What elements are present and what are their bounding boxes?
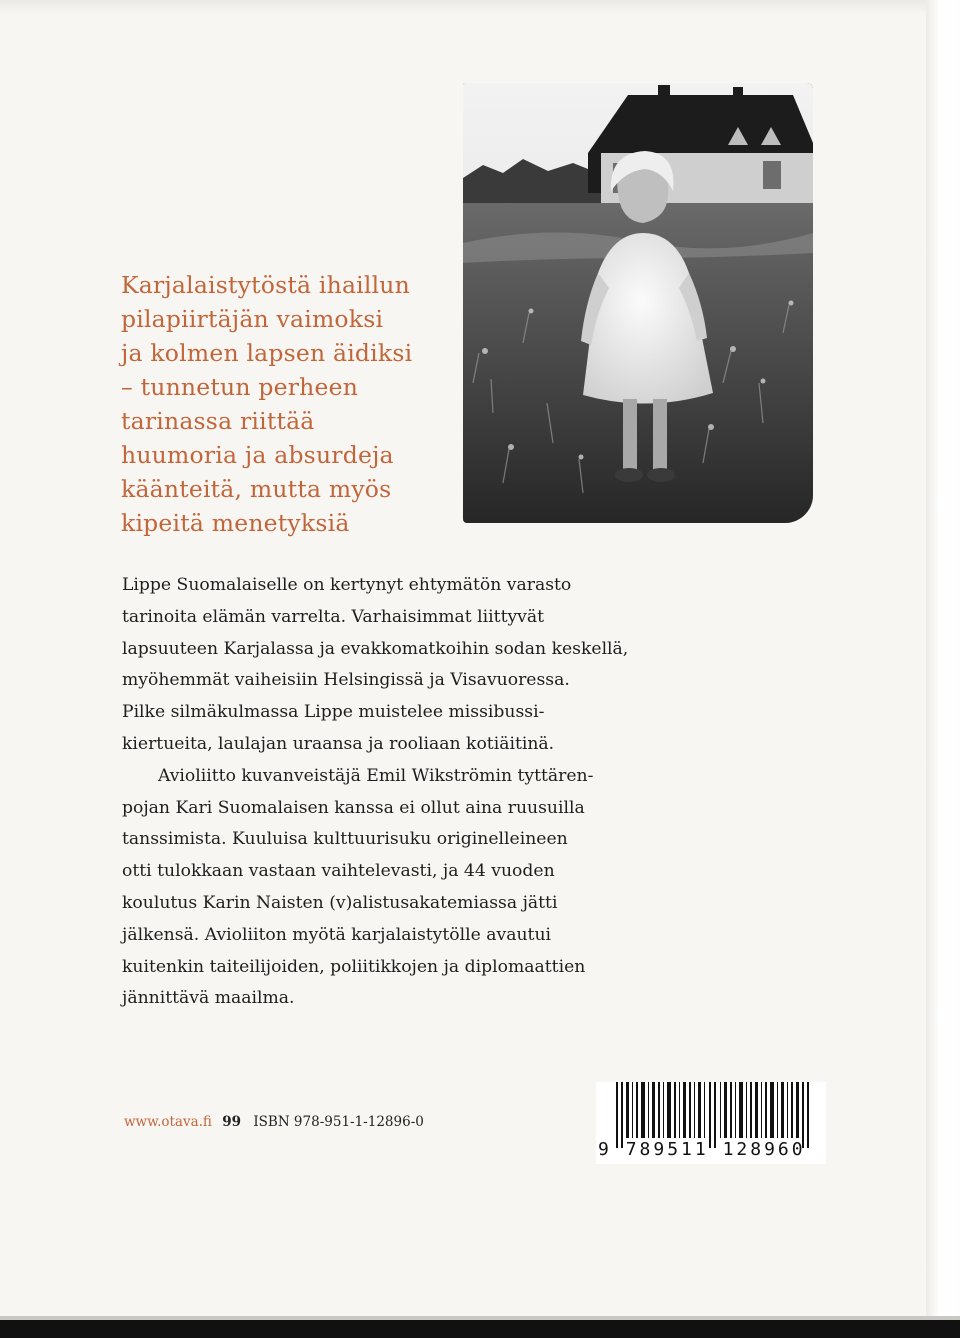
cover-top-edge: [0, 0, 960, 14]
imprint-line: [124, 1114, 424, 1130]
blurb-line: tanssimista. Kuuluisa kulttuurisuku originelleineen: [122, 829, 568, 850]
publisher-url[interactable]: www.otava.fi: [124, 1114, 212, 1130]
tagline-line: ja kolmen lapsen äidiksi: [121, 339, 413, 367]
cover-photo: [463, 83, 813, 523]
tagline-line: kipeitä menetyksiä: [121, 509, 350, 537]
price-code: 99: [222, 1114, 242, 1130]
blurb-line: Lippe Suomalaiselle on kertynyt ehtymätön varasto: [122, 575, 572, 595]
blurb-line: Avioliitto kuvanveistäjä Emil Wikströmin tyttären-: [158, 765, 594, 786]
barcode-lead-digit: 9: [598, 1139, 612, 1160]
blurb-line: koulutus Karin Naisten (v)alistusakatemiassa jätti: [122, 892, 558, 913]
blurb-line: kuitenkin taiteilijoiden, poliitikkojen ja diplomaattien: [122, 956, 586, 977]
blurb-line: otti tulokkaan vastaan vaihtelevasti, ja 44 vuoden: [122, 861, 555, 882]
tagline-line: – tunnetun perheen: [121, 373, 359, 401]
cover-bottom-edge: [0, 1320, 960, 1338]
blurb-line: tarinoita elämän varrelta. Varhaisimmat liittyvät: [122, 606, 545, 627]
barcode-digits: [598, 1139, 806, 1160]
blurb-line: Pilke silmäkulmassa Lippe muistelee missibussi-: [122, 702, 545, 723]
barcode-right-group: 128960: [722, 1139, 806, 1160]
photo-girl-in-meadow: [463, 83, 813, 523]
tagline-line: käänteitä, mutta myös: [121, 475, 392, 503]
blurb-line: jälkensä. Avioliiton myötä karjalaistytölle avautui: [122, 924, 552, 945]
cover-spine-edge: [926, 0, 960, 1338]
tagline-line: pilapiirtäjän vaimoksi: [121, 305, 384, 333]
tagline: [121, 268, 481, 540]
blurb-line: kiertueita, laulajan uraansa ja rooliaan kotiäitinä.: [122, 733, 555, 754]
tagline-line: Karjalaistytöstä ihaillun: [121, 271, 410, 299]
blurb-line: pojan Kari Suomalaisen kanssa ei ollut aina ruusuilla: [122, 797, 585, 818]
barcode-left-group: 789511: [625, 1139, 709, 1160]
isbn: ISBN 978-951-1-12896-0: [253, 1114, 424, 1130]
blurb-line: jännittävä maailma.: [122, 988, 295, 1009]
tagline-line: huumoria ja absurdeja: [121, 441, 394, 469]
tagline-line: tarinassa riittää: [121, 407, 315, 435]
blurb-line: myöhemmät vaiheisiin Helsingissä ja Visavuoressa.: [122, 670, 570, 691]
blurb-line: lapsuuteen Karjalassa ja evakkomatkoihin sodan keskellä,: [122, 638, 629, 659]
blurb: [122, 570, 682, 1015]
